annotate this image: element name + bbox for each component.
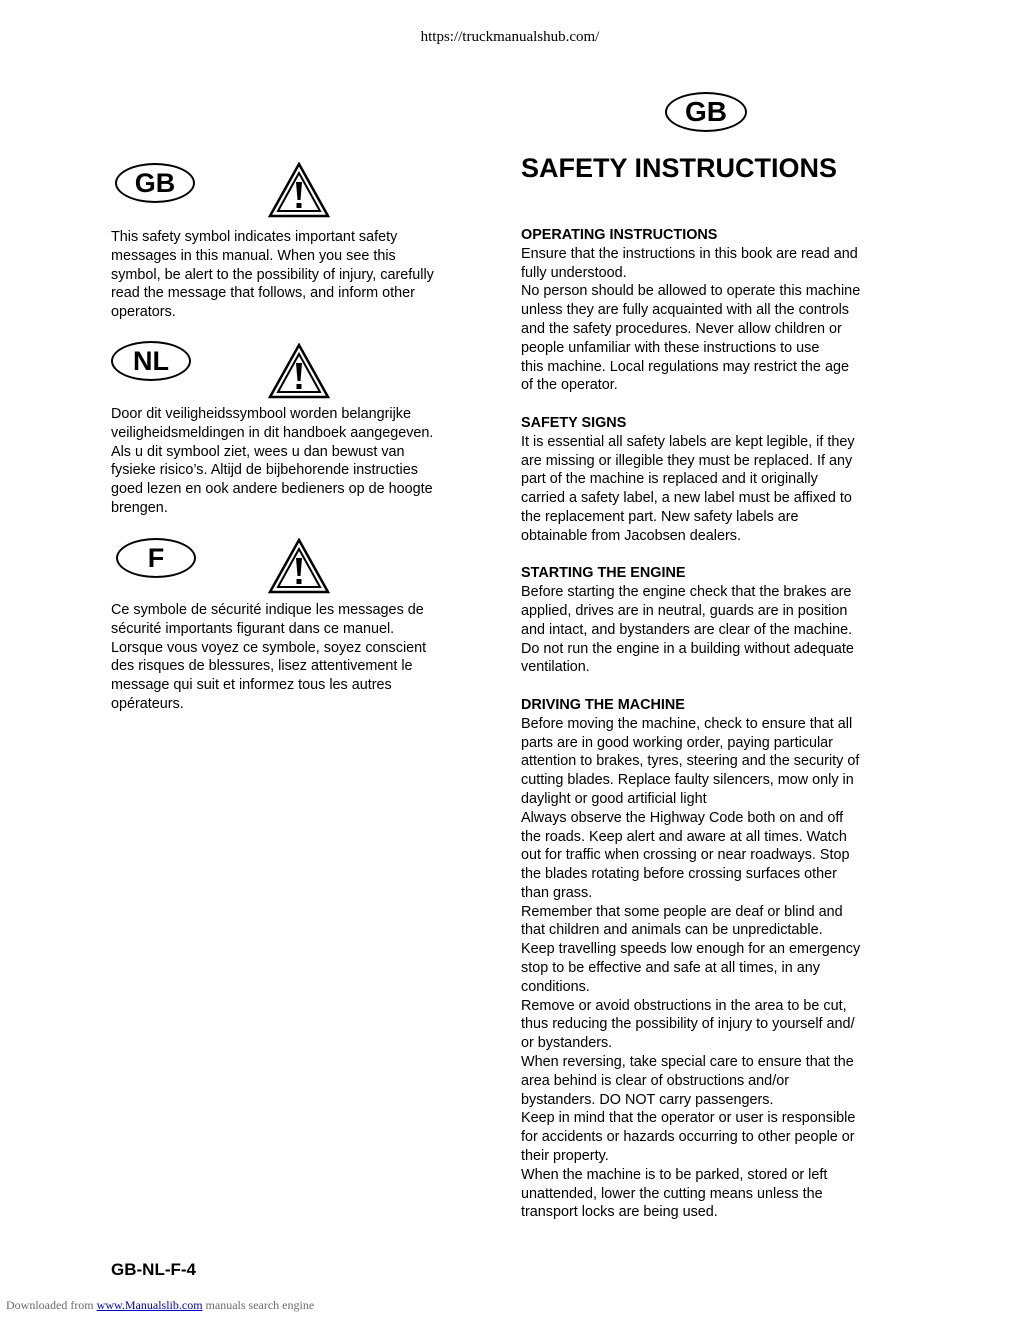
section-body: Before starting the engine check that the brakes are applied, drives are in neutral, guards are in position and intact, and bystanders are clear of the machine. Do not run the engine in a building without adequate ventilation. xyxy=(521,584,854,676)
warning-triangle-icon xyxy=(268,538,330,594)
page-title: SAFETY INSTRUCTIONS xyxy=(521,153,838,183)
footer-suffix: manuals search engine xyxy=(202,1298,315,1312)
language-badge-f: F xyxy=(116,538,196,578)
language-badge-gb: GB xyxy=(115,163,195,203)
section-body: It is essential all safety labels are kept legible, if they are missing or illegible they must be replaced. If any part of the machine is replaced and it originally carried a safety label, a new label must be affixed to the replacement part. New safety labels are obtainable from Jacobsen dealers. xyxy=(521,433,855,544)
footer-prefix: Downloaded from xyxy=(6,1298,97,1312)
manualslib-link[interactable]: www.Manualslib.com xyxy=(96,1298,203,1312)
warning-triangle-icon xyxy=(268,343,330,399)
safety-symbol-text-nl: Door dit veiligheidssymbool worden belangrijke veiligheidsmeldingen in dit handboek aangegeven. Als u dit symbool ziet, wees u dan bewust van fysieke risico’s. Altijd de bijbehorende instructies goed lezen en ook andere bedieners op de hoogte brengen. xyxy=(111,406,434,516)
section-body: Ensure that the instructions in this book are read and fully understood. No person should be allowed to operate this machine unless they are fully acquainted with all the controls and the safety procedures. Never allow children or people unfamiliar with these instructions to use this machine. Local regulations may restrict the age of the operator. xyxy=(521,245,861,394)
section-heading: DRIVING THE MACHINE xyxy=(521,696,685,713)
warning-triangle-icon xyxy=(268,162,330,218)
section-body: Before moving the machine, check to ensure that all parts are in good working order, paying particular attention to brakes, tyres, steering and the security of cutting blades. Replace faulty silencers, mow only in daylight or good artificial light Always observe the Highway Code both on and off the roads. Keep alert and aware at all times. Watch out for traffic when crossing or near roadways. Stop the blades rotating before crossing surfaces other than grass. Remember that some people are deaf or blind and that children and animals can be unpredictable. Keep travelling speeds low enough for an emergency stop to be effective and safe at all times, in any conditions. Remove or avoid obstructions in the area to be cut, thus reducing the possibility of injury to yourself and/ or bystanders. When reversing, take special care to ensure that the area behind is clear of obstructions and/or bystanders. DO NOT carry passengers. Keep in mind that the operator or user is responsible for accidents or hazards occurring to other people or their property. When the machine is to be parked, stored or left unattended, lower the cutting means unless the transport locks are being used. xyxy=(521,715,861,1221)
section-safety-signs xyxy=(521,414,901,546)
source-url: https://truckmanualshub.com/ xyxy=(420,29,600,45)
section-starting-the-engine xyxy=(521,564,901,677)
section-heading: OPERATING INSTRUCTIONS xyxy=(521,227,718,243)
safety-symbol-text-f: Ce symbole de sécurité indique les messages de sécurité importants figurant dans ce manuel. Lorsque vous voyez ce symbole, soyez conscient des risques de blessures, lisez attentivement le message qui suit et informez tous les autres opérateurs. xyxy=(111,602,427,712)
page-number: GB-NL-F-4 xyxy=(111,1260,196,1279)
safety-instructions-content xyxy=(521,226,901,1241)
language-badge-gb-header: GB xyxy=(665,92,747,132)
language-badge-nl: NL xyxy=(111,341,191,381)
safety-symbol-text-gb: This safety symbol indicates important safety messages in this manual. When you see this symbol, be alert to the possibility of injury, carefully read the message that follows, and inform other operators. xyxy=(111,229,434,321)
download-footer xyxy=(6,1298,314,1313)
section-heading: SAFETY SIGNS xyxy=(521,414,627,431)
section-heading: STARTING THE ENGINE xyxy=(521,565,686,582)
section-operating-instructions xyxy=(521,226,901,395)
section-driving-the-machine xyxy=(521,696,901,1222)
